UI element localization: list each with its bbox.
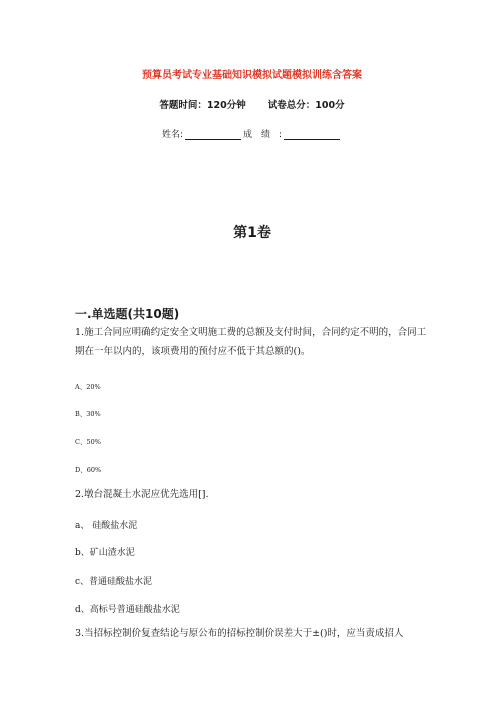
question-1: 1.施工合同应明确约定安全文明施工费的总额及支付时间，合同约定不明的，合同工期在一年以内的，该项费用的预付应不低于其总额的()。 bbox=[75, 327, 427, 357]
question-2-option-d: d、高标号普通硅酸盐水泥 bbox=[75, 605, 180, 615]
exam-meta bbox=[0, 97, 504, 111]
question-3: 3.当招标控制价复查结论与原公布的招标控制价误差大于±()时，应当责成招人 bbox=[75, 628, 404, 639]
score-label: 成 绩 : bbox=[243, 130, 283, 140]
question-2-option-b: b、矿山渣水泥 bbox=[75, 548, 135, 558]
section-heading: 一.单选题(共10题) bbox=[75, 307, 180, 321]
question-1-option-d: D、60% bbox=[75, 466, 102, 474]
document-title: 预算员考试专业基础知识模拟试题模拟训练含答案 bbox=[142, 70, 362, 81]
score-blank bbox=[284, 129, 340, 140]
volume-heading: 第1卷 bbox=[233, 225, 271, 241]
question-2-option-c: c、普通硅酸盐水泥 bbox=[75, 577, 153, 587]
name-label: 姓名: bbox=[161, 130, 183, 140]
question-1-option-a: A、20% bbox=[75, 383, 101, 391]
question-1-option-c: C、50% bbox=[75, 438, 101, 446]
question-2-option-a: a、 硅酸盐水泥 bbox=[75, 521, 138, 531]
answer-time: 答题时间：120分钟 bbox=[159, 100, 246, 111]
total-score: 试卷总分：100分 bbox=[267, 100, 345, 111]
name-score-line bbox=[0, 127, 504, 140]
question-1-option-b: B、30% bbox=[75, 410, 101, 418]
name-blank bbox=[185, 129, 241, 140]
question-2: 2.墩台混凝土水泥应优先选用[]. bbox=[75, 489, 209, 500]
